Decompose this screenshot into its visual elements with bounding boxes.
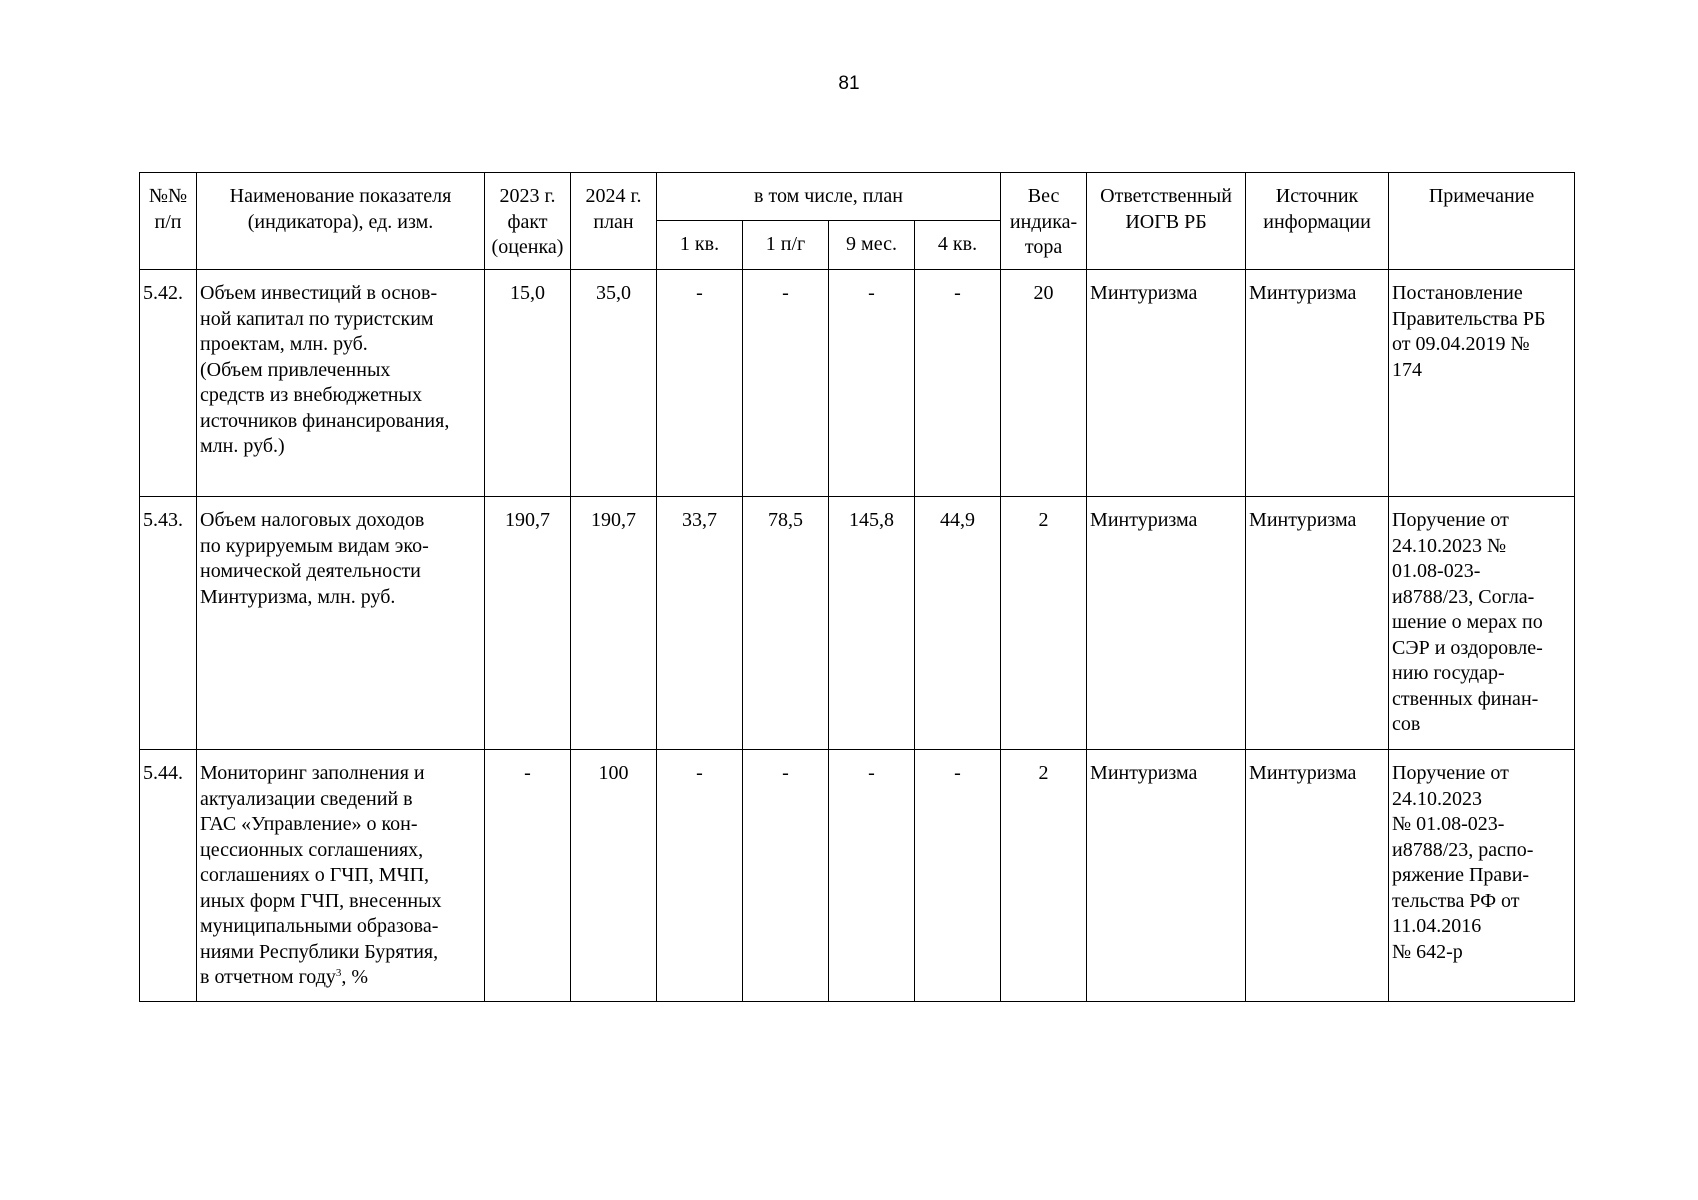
row-plan-2024: 35,0 xyxy=(571,270,657,497)
row-responsible: Минтуризма xyxy=(1087,750,1246,1002)
header-h1: 1 п/г xyxy=(743,221,829,270)
row-h1: - xyxy=(743,270,829,497)
row-source: Минтуризма xyxy=(1246,497,1389,750)
indicators-table xyxy=(139,172,1575,1002)
row-9m: 145,8 xyxy=(829,497,915,750)
row-weight: 2 xyxy=(1001,497,1087,750)
row-fact-2023: 15,0 xyxy=(485,270,571,497)
row-fact-2023: 190,7 xyxy=(485,497,571,750)
header-plan-2024: 2024 г. план xyxy=(571,173,657,270)
row-num: 5.43. xyxy=(140,497,197,750)
row-9m: - xyxy=(829,750,915,1002)
row-num: 5.44. xyxy=(140,750,197,1002)
row-note: Поручение от 24.10.2023 № 01.08-023- и8788/23, распо- ряжение Прави- тельства РФ от 11.04.2016 № 642-р xyxy=(1389,750,1575,1002)
table-row xyxy=(140,750,1575,1002)
table-row xyxy=(140,497,1575,750)
row-weight: 2 xyxy=(1001,750,1087,1002)
header-q1: 1 кв. xyxy=(657,221,743,270)
page-number: 81 xyxy=(838,73,860,94)
row-indicator-name: Объем налоговых доходов по курируемым видам эко- номической деятельности Минтуризма, млн. руб. xyxy=(197,497,485,750)
row-source: Минтуризма xyxy=(1246,750,1389,1002)
row-plan-2024: 190,7 xyxy=(571,497,657,750)
row-9m: - xyxy=(829,270,915,497)
header-source: Источник информации xyxy=(1246,173,1389,270)
row-h1: - xyxy=(743,750,829,1002)
header-name: Наименование показателя (индикатора), ед. изм. xyxy=(197,173,485,270)
row-source: Минтуризма xyxy=(1246,270,1389,497)
row-q1: - xyxy=(657,270,743,497)
row-plan-2024: 100 xyxy=(571,750,657,1002)
row-responsible: Минтуризма xyxy=(1087,497,1246,750)
row-q1: 33,7 xyxy=(657,497,743,750)
row-indicator-name: Мониторинг заполнения и актуализации сведений в ГАС «Управление» о кон- цессионных соглашениях, соглашениях о ГЧП, МЧП, иных форм ГЧП, внесенных муниципальными образова- ниями Республики Бурятия, в отчетном году$^3$, % xyxy=(197,750,485,1002)
row-h1: 78,5 xyxy=(743,497,829,750)
header-plan-group: в том числе, план xyxy=(657,173,1001,221)
header-note: Примечание xyxy=(1389,173,1575,270)
header-fact-2023: 2023 г. факт (оценка) xyxy=(485,173,571,270)
table-row xyxy=(140,270,1575,497)
footnote-marker: 3 xyxy=(335,967,342,979)
row-q4: 44,9 xyxy=(915,497,1001,750)
row-q4: - xyxy=(915,750,1001,1002)
row-indicator-name: Объем инвестиций в основ- ной капитал по туристским проектам, млн. руб. (Объем привлеченных средств из внебюджетных источников финансирования, млн. руб.) xyxy=(197,270,485,497)
row-responsible: Минтуризма xyxy=(1087,270,1246,497)
table-header-row xyxy=(140,173,1575,221)
row-q1: - xyxy=(657,750,743,1002)
row-note: Поручение от 24.10.2023 № 01.08-023- и8788/23, Согла- шение о мерах по СЭР и оздоровле- нию государ- ственных финан- сов xyxy=(1389,497,1575,750)
row-weight: 20 xyxy=(1001,270,1087,497)
header-9m: 9 мес. xyxy=(829,221,915,270)
row-note: Постановление Правительства РБ от 09.04.2019 № 174 xyxy=(1389,270,1575,497)
header-weight: Вес индика- тора xyxy=(1001,173,1087,270)
row-fact-2023: - xyxy=(485,750,571,1002)
row-q4: - xyxy=(915,270,1001,497)
header-responsible: Ответственный ИОГВ РБ xyxy=(1087,173,1246,270)
header-q4: 4 кв. xyxy=(915,221,1001,270)
header-num: №№ п/п xyxy=(140,173,197,270)
indicator-name-last-line: в отчетном году$^3$, % xyxy=(200,966,369,988)
row-num: 5.42. xyxy=(140,270,197,497)
